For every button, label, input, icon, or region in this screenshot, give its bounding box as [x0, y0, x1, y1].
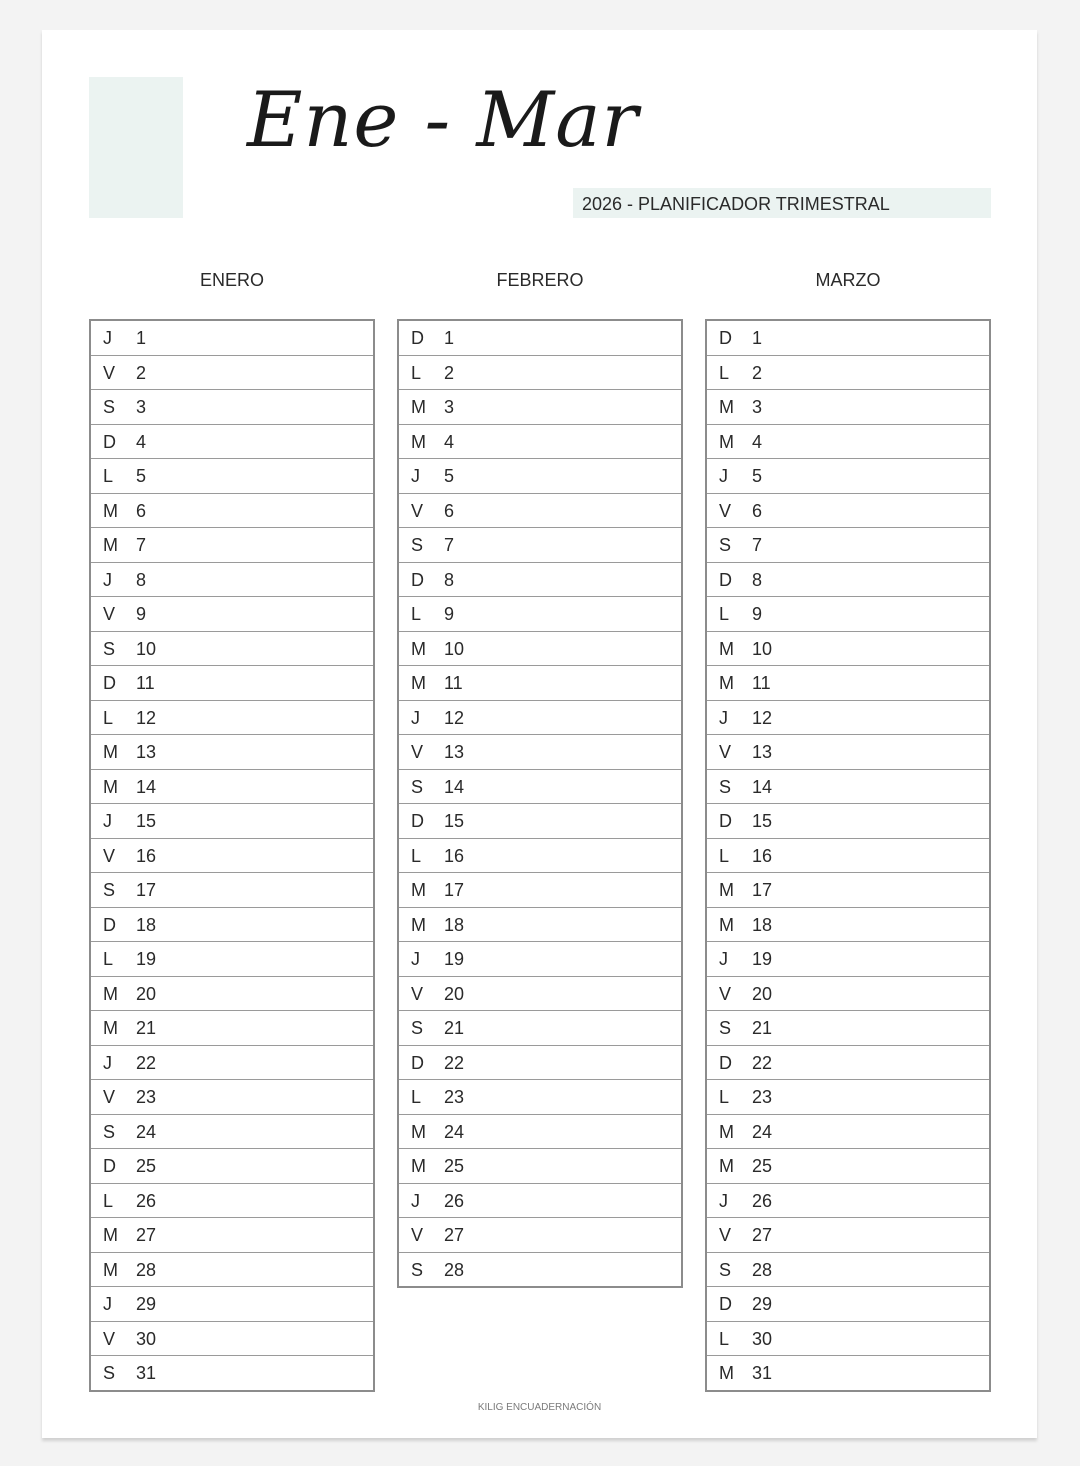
day-of-week: M	[103, 535, 118, 555]
day-number: 16	[752, 845, 773, 866]
day-number: 24	[752, 1121, 773, 1142]
day-number: 21	[444, 1018, 465, 1038]
day-row	[707, 701, 989, 736]
day-number: 15	[444, 811, 465, 831]
subtitle-text: 2026 - PLANIFICADOR TRIMESTRAL	[582, 194, 890, 214]
day-of-week: M	[103, 1018, 118, 1038]
day-row	[707, 770, 989, 805]
page-title: Ene - Mar	[247, 75, 639, 164]
day-number: 25	[752, 1156, 773, 1176]
day-row	[91, 1184, 373, 1219]
day-row	[707, 1149, 989, 1184]
day-number: 26	[752, 1190, 773, 1211]
day-of-week: M	[719, 1156, 734, 1176]
day-row	[91, 1011, 373, 1046]
day-row	[707, 1253, 989, 1288]
day-number: 14	[444, 776, 465, 797]
day-number: 16	[444, 845, 465, 866]
day-number: 1	[444, 328, 455, 348]
day-number: 30	[752, 1328, 773, 1349]
day-of-week: M	[411, 397, 426, 417]
day-of-week: J	[719, 707, 728, 728]
day-row	[91, 390, 373, 425]
day-row	[91, 1046, 373, 1081]
day-row	[399, 425, 681, 460]
day-of-week: V	[719, 500, 732, 521]
day-row	[707, 1218, 989, 1253]
day-of-week: V	[411, 500, 424, 521]
day-row	[707, 1356, 989, 1390]
day-row	[399, 632, 681, 667]
day-row	[399, 770, 681, 805]
day-of-week: S	[103, 880, 116, 900]
day-number: 5	[136, 466, 147, 486]
day-of-week: V	[103, 604, 116, 624]
day-of-week: M	[103, 742, 118, 762]
day-number: 17	[444, 880, 465, 900]
day-of-week: J	[103, 1052, 112, 1073]
day-of-week: M	[411, 431, 426, 452]
day-number: 27	[444, 1225, 465, 1245]
day-row	[91, 701, 373, 736]
day-row	[91, 804, 373, 839]
month-column-febrero	[397, 268, 683, 1280]
day-number: 31	[752, 1363, 773, 1383]
day-number: 27	[136, 1225, 157, 1245]
day-number: 17	[752, 880, 773, 900]
day-of-week: S	[103, 1121, 116, 1142]
day-of-week: S	[719, 1018, 732, 1038]
day-of-week: M	[411, 1121, 426, 1142]
day-of-week: M	[719, 638, 734, 659]
day-row	[707, 873, 989, 908]
day-number: 10	[444, 638, 465, 659]
day-number: 29	[136, 1294, 157, 1314]
day-number: 3	[136, 397, 147, 417]
day-of-week: V	[103, 362, 116, 383]
day-number: 10	[136, 638, 157, 659]
day-row	[91, 528, 373, 563]
day-row	[91, 597, 373, 632]
day-number: 3	[444, 397, 455, 417]
day-row	[91, 459, 373, 494]
day-row	[707, 666, 989, 701]
day-row	[91, 908, 373, 943]
day-row	[707, 839, 989, 874]
day-number: 18	[444, 914, 465, 935]
day-of-week: D	[719, 811, 732, 831]
day-number: 20	[752, 983, 773, 1004]
day-of-week: L	[719, 362, 730, 383]
day-of-week: M	[103, 776, 118, 797]
day-row	[399, 1115, 681, 1150]
day-number: 6	[752, 500, 763, 521]
day-number: 20	[136, 983, 157, 1004]
day-of-week: L	[719, 1087, 730, 1107]
day-of-week: L	[103, 466, 114, 486]
day-number: 4	[444, 431, 455, 452]
day-of-week: J	[103, 569, 112, 590]
day-of-week: S	[103, 1363, 116, 1383]
day-number: 11	[444, 673, 463, 693]
day-of-week: L	[411, 362, 422, 383]
day-of-week: D	[103, 673, 116, 693]
day-of-week: D	[103, 431, 116, 452]
day-of-week: M	[411, 1156, 426, 1176]
month-column-marzo	[705, 268, 991, 1383]
day-row	[707, 1322, 989, 1357]
day-of-week: S	[411, 1259, 424, 1280]
day-row	[399, 666, 681, 701]
day-number: 9	[444, 604, 455, 624]
day-of-week: V	[411, 983, 424, 1004]
day-number: 2	[444, 362, 455, 383]
day-row	[707, 942, 989, 977]
day-number: 6	[444, 500, 455, 521]
day-of-week: M	[719, 1363, 734, 1383]
day-row	[707, 1184, 989, 1219]
month-column-enero	[89, 268, 375, 1383]
day-row	[91, 1253, 373, 1288]
day-of-week: M	[411, 638, 426, 659]
day-number: 22	[752, 1052, 773, 1073]
day-row	[399, 1046, 681, 1081]
day-row	[91, 873, 373, 908]
day-number: 26	[444, 1190, 465, 1211]
day-of-week: M	[411, 914, 426, 935]
day-of-week: S	[719, 535, 732, 555]
day-of-week: V	[103, 1087, 116, 1107]
day-of-week: D	[411, 569, 424, 590]
day-number: 13	[752, 742, 773, 762]
day-row	[91, 1287, 373, 1322]
day-number: 23	[752, 1087, 773, 1107]
day-number: 14	[136, 776, 157, 797]
day-number: 24	[136, 1121, 157, 1142]
day-row	[707, 597, 989, 632]
day-number: 8	[444, 569, 455, 590]
day-number: 17	[136, 880, 157, 900]
day-row	[707, 1046, 989, 1081]
day-row	[399, 1011, 681, 1046]
day-number: 12	[444, 707, 465, 728]
day-of-week: L	[411, 1087, 422, 1107]
day-of-week: V	[719, 1225, 732, 1245]
day-of-week: L	[103, 707, 114, 728]
day-row	[399, 873, 681, 908]
day-row	[399, 494, 681, 529]
day-number: 28	[444, 1259, 465, 1280]
day-number: 23	[444, 1087, 465, 1107]
day-of-week: S	[411, 535, 424, 555]
day-of-week: J	[103, 328, 112, 348]
day-row	[707, 356, 989, 391]
day-row	[91, 1080, 373, 1115]
days-list	[705, 319, 991, 1392]
accent-block	[89, 77, 183, 218]
day-of-week: L	[719, 845, 730, 866]
day-number: 12	[136, 707, 157, 728]
day-of-week: D	[719, 569, 732, 590]
day-of-week: J	[411, 466, 420, 486]
day-of-week: D	[719, 1052, 732, 1073]
day-number: 4	[136, 431, 147, 452]
day-number: 2	[136, 362, 147, 383]
day-row	[707, 1011, 989, 1046]
day-of-week: M	[103, 1259, 118, 1280]
day-row	[707, 632, 989, 667]
day-number: 14	[752, 776, 773, 797]
day-row	[707, 321, 989, 356]
day-row	[399, 597, 681, 632]
days-list	[397, 319, 683, 1288]
day-of-week: S	[411, 1018, 424, 1038]
day-of-week: J	[103, 811, 112, 831]
day-number: 19	[136, 949, 157, 969]
day-row	[707, 735, 989, 770]
day-of-week: L	[103, 949, 114, 969]
planner-page	[42, 30, 1037, 1438]
day-number: 11	[752, 673, 771, 693]
day-row	[707, 459, 989, 494]
day-number: 21	[136, 1018, 157, 1038]
day-number: 25	[136, 1156, 157, 1176]
day-of-week: L	[719, 1328, 730, 1349]
day-row	[91, 563, 373, 598]
day-of-week: D	[411, 328, 424, 348]
day-of-week: V	[103, 845, 116, 866]
day-row	[707, 390, 989, 425]
day-row	[91, 1218, 373, 1253]
day-row	[399, 1149, 681, 1184]
day-number: 2	[752, 362, 763, 383]
day-of-week: M	[719, 431, 734, 452]
day-of-week: L	[411, 845, 422, 866]
day-number: 26	[136, 1190, 157, 1211]
day-number: 7	[444, 535, 455, 555]
day-number: 22	[136, 1052, 157, 1073]
day-number: 15	[752, 811, 773, 831]
day-of-week: J	[411, 949, 420, 969]
day-number: 3	[752, 397, 763, 417]
day-of-week: J	[103, 1294, 112, 1314]
day-of-week: V	[411, 742, 424, 762]
day-number: 1	[136, 328, 147, 348]
day-number: 20	[444, 983, 465, 1004]
day-of-week: D	[103, 1156, 116, 1176]
day-of-week: M	[719, 914, 734, 935]
day-of-week: J	[719, 466, 728, 486]
day-row	[399, 1080, 681, 1115]
month-name: ENERO	[199, 270, 264, 290]
day-row	[399, 459, 681, 494]
day-of-week: D	[411, 1052, 424, 1073]
day-number: 6	[136, 500, 147, 521]
day-of-week: V	[411, 1225, 424, 1245]
day-of-week: M	[719, 673, 734, 693]
day-number: 30	[136, 1328, 157, 1349]
day-row	[91, 977, 373, 1012]
day-row	[399, 1184, 681, 1219]
day-row	[91, 942, 373, 977]
day-row	[91, 735, 373, 770]
day-number: 9	[136, 604, 147, 624]
day-number: 28	[136, 1259, 157, 1280]
day-of-week: D	[719, 328, 732, 348]
day-row	[399, 735, 681, 770]
day-of-week: M	[411, 673, 426, 693]
day-of-week: D	[719, 1294, 732, 1314]
day-of-week: M	[103, 500, 118, 521]
day-row	[399, 977, 681, 1012]
day-row	[399, 356, 681, 391]
day-row	[399, 942, 681, 977]
day-number: 28	[752, 1259, 773, 1280]
day-row	[91, 770, 373, 805]
day-number: 11	[136, 673, 155, 693]
day-row	[399, 908, 681, 943]
day-row	[707, 563, 989, 598]
day-number: 27	[752, 1225, 773, 1245]
day-of-week: D	[103, 914, 116, 935]
day-number: 10	[752, 638, 773, 659]
day-number: 23	[136, 1087, 157, 1107]
day-row	[399, 321, 681, 356]
day-number: 19	[444, 949, 465, 969]
day-of-week: S	[719, 1259, 732, 1280]
day-row	[91, 494, 373, 529]
day-number: 9	[752, 604, 763, 624]
day-row	[91, 666, 373, 701]
day-row	[91, 425, 373, 460]
day-number: 24	[444, 1121, 465, 1142]
day-of-week: L	[411, 604, 422, 624]
day-row	[707, 804, 989, 839]
day-row	[399, 1253, 681, 1287]
day-of-week: V	[719, 983, 732, 1004]
day-number: 7	[752, 535, 763, 555]
day-row	[707, 1287, 989, 1322]
day-number: 4	[752, 431, 763, 452]
day-row	[91, 356, 373, 391]
day-row	[91, 321, 373, 356]
day-number: 31	[136, 1363, 157, 1383]
day-row	[91, 1149, 373, 1184]
day-number: 8	[136, 569, 147, 590]
day-row	[91, 1322, 373, 1357]
day-of-week: S	[103, 638, 116, 659]
days-list	[89, 319, 375, 1392]
day-row	[707, 908, 989, 943]
day-of-week: J	[719, 949, 728, 969]
day-of-week: M	[411, 880, 426, 900]
day-number: 5	[752, 466, 763, 486]
month-name: FEBRERO	[496, 270, 584, 290]
day-number: 21	[752, 1018, 773, 1038]
day-of-week: J	[411, 707, 420, 728]
day-number: 16	[136, 845, 157, 866]
day-of-week: M	[719, 397, 734, 417]
day-row	[91, 1115, 373, 1150]
day-of-week: S	[719, 776, 732, 797]
day-of-week: V	[103, 1328, 116, 1349]
day-row	[707, 425, 989, 460]
day-row	[707, 1080, 989, 1115]
day-of-week: J	[411, 1190, 420, 1211]
day-number: 13	[444, 742, 465, 762]
footer-brand: KILIG ENCUADERNACIÓN	[477, 1402, 602, 1413]
day-of-week: M	[719, 880, 734, 900]
day-number: 1	[752, 328, 763, 348]
day-row	[91, 1356, 373, 1390]
day-number: 5	[444, 466, 455, 486]
month-name: MARZO	[815, 270, 881, 290]
day-number: 13	[136, 742, 157, 762]
day-number: 18	[752, 914, 773, 935]
day-row	[707, 1115, 989, 1150]
day-row	[707, 494, 989, 529]
day-row	[91, 839, 373, 874]
day-row	[399, 563, 681, 598]
day-number: 12	[752, 707, 773, 728]
day-of-week: J	[719, 1190, 728, 1211]
day-row	[399, 1218, 681, 1253]
day-number: 29	[752, 1294, 773, 1314]
day-of-week: M	[103, 1225, 118, 1245]
day-of-week: D	[411, 811, 424, 831]
subtitle-banner	[573, 188, 991, 218]
day-number: 25	[444, 1156, 465, 1176]
day-row	[707, 977, 989, 1012]
day-row	[399, 701, 681, 736]
day-number: 19	[752, 949, 773, 969]
day-row	[707, 528, 989, 563]
day-number: 15	[136, 811, 157, 831]
day-row	[91, 632, 373, 667]
day-number: 7	[136, 535, 147, 555]
day-of-week: M	[103, 983, 118, 1004]
day-of-week: L	[719, 604, 730, 624]
day-of-week: M	[719, 1121, 734, 1142]
day-row	[399, 390, 681, 425]
day-row	[399, 839, 681, 874]
day-row	[399, 804, 681, 839]
day-number: 22	[444, 1052, 465, 1073]
day-of-week: S	[103, 397, 116, 417]
day-row	[399, 528, 681, 563]
day-of-week: S	[411, 776, 424, 797]
day-of-week: L	[103, 1190, 114, 1211]
day-number: 18	[136, 914, 157, 935]
day-number: 8	[752, 569, 763, 590]
day-of-week: V	[719, 742, 732, 762]
